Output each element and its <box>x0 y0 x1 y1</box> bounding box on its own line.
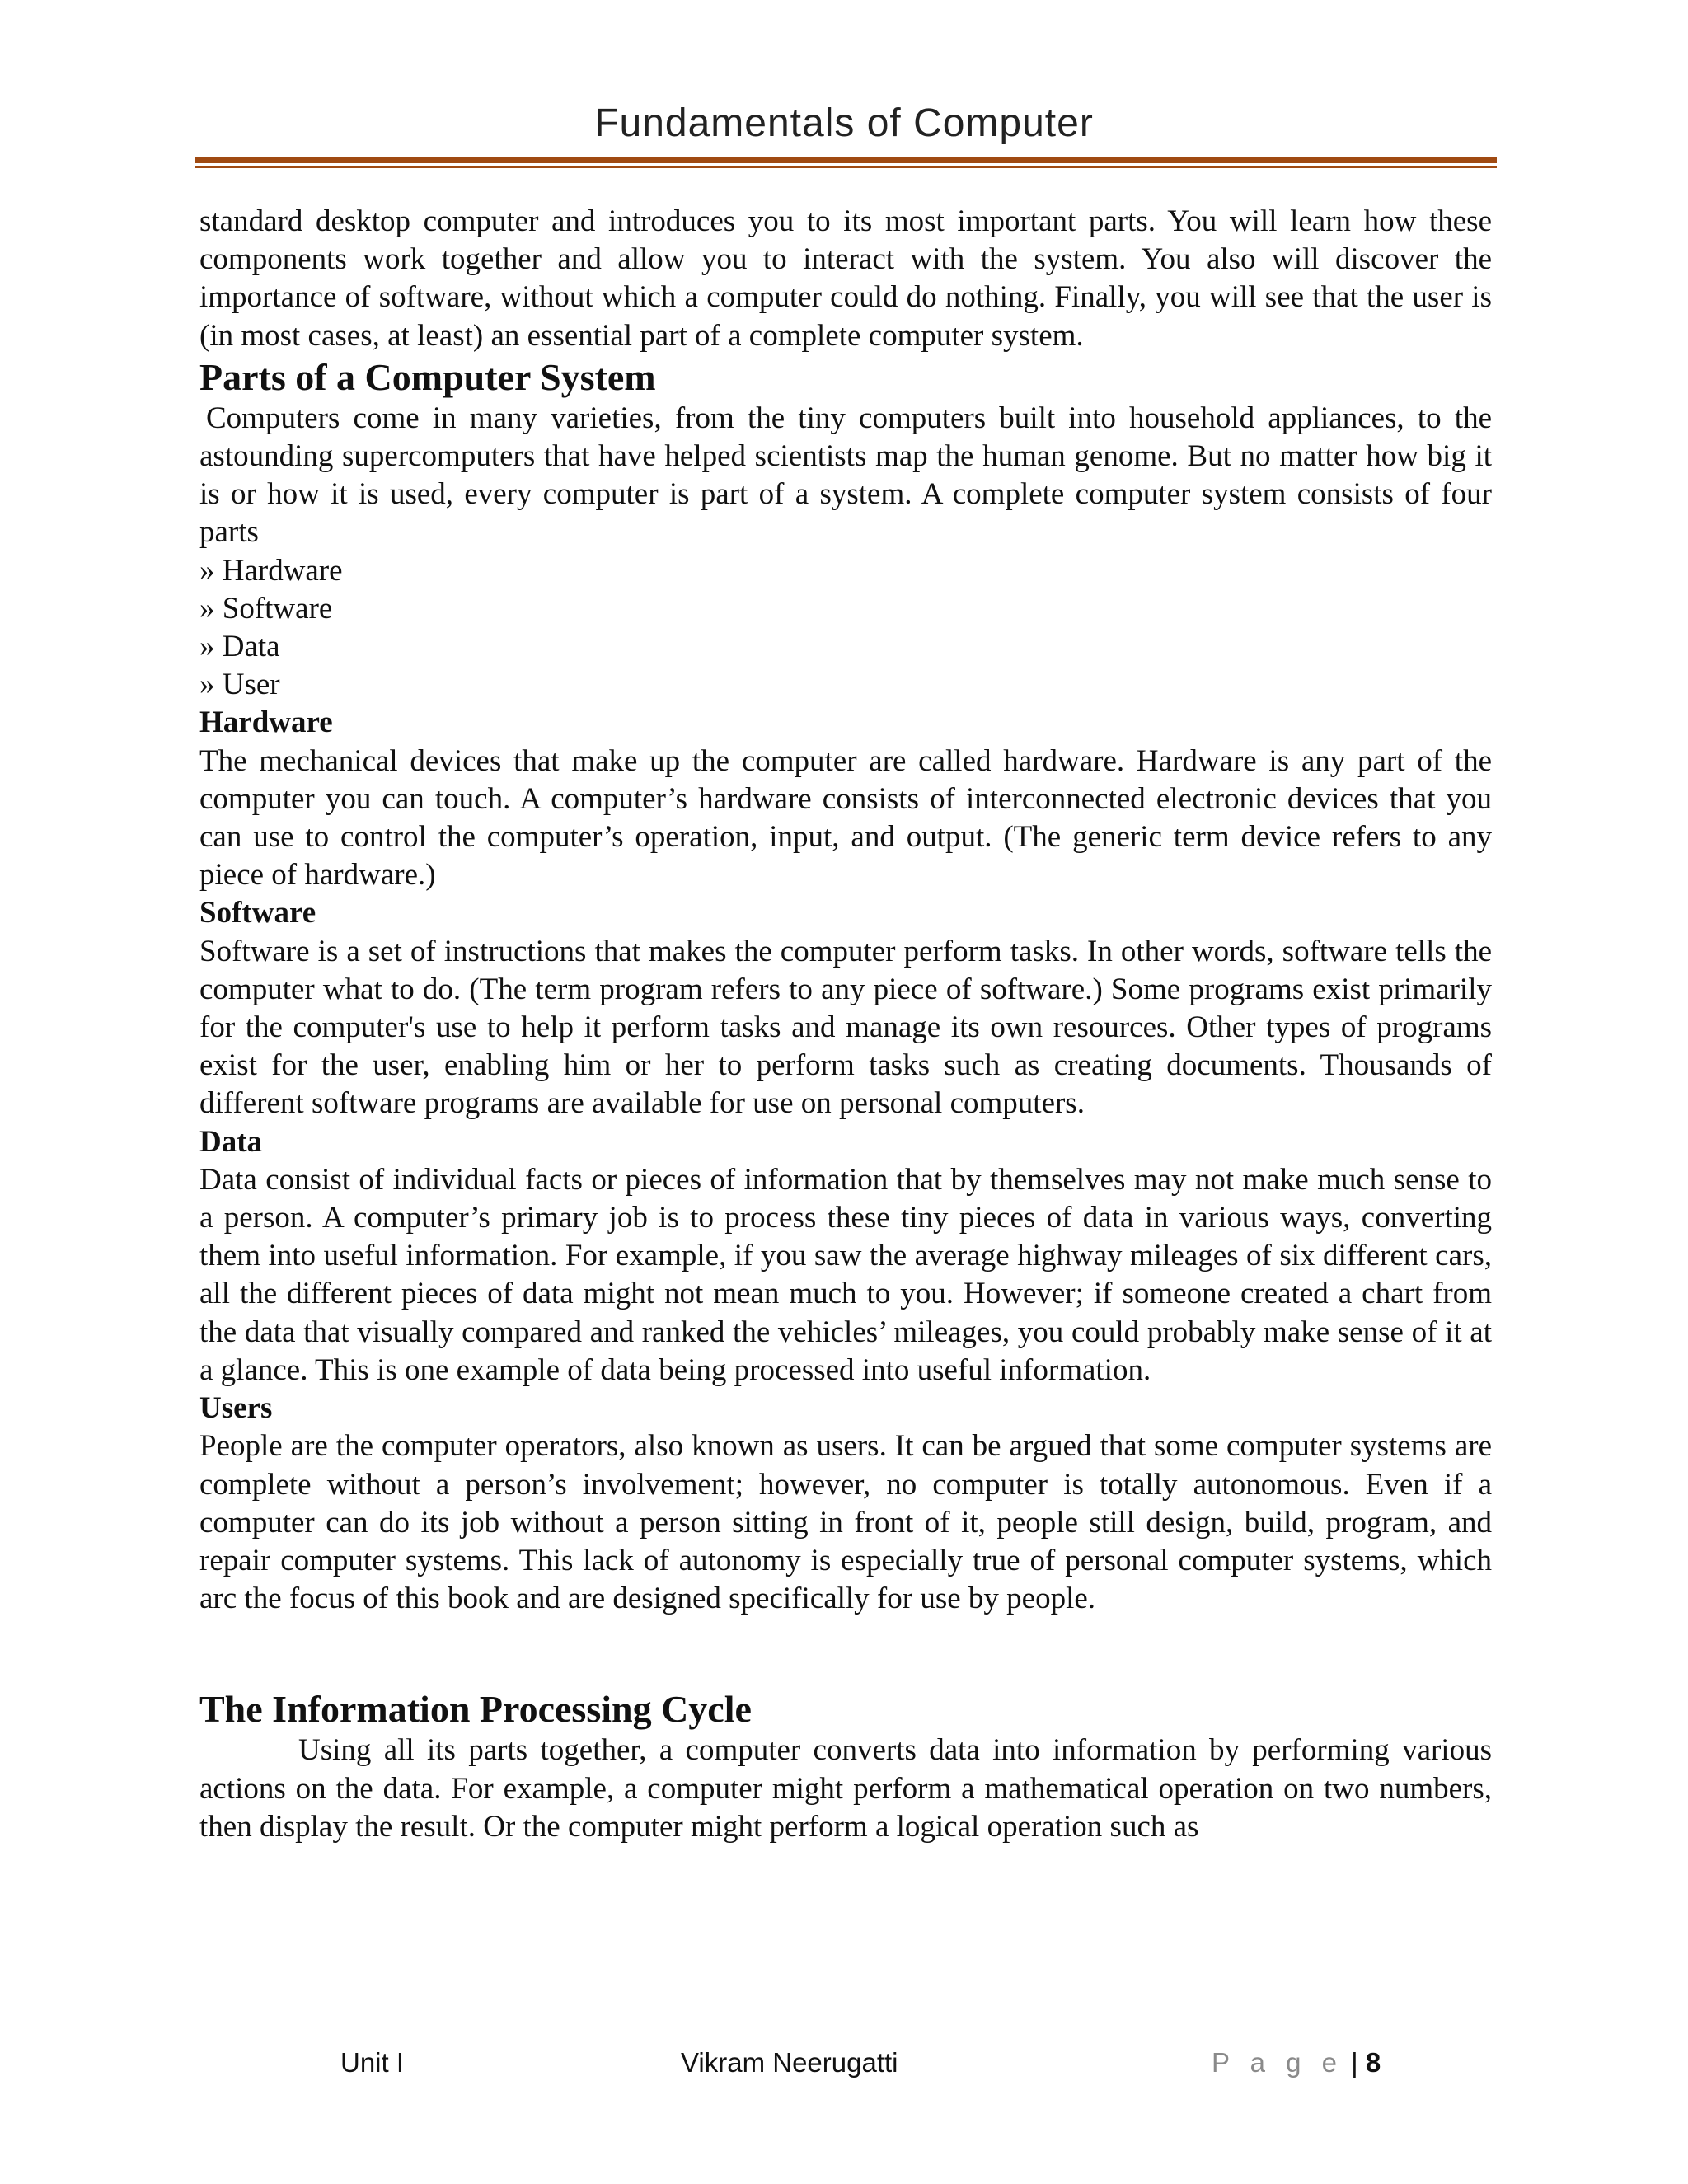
data-paragraph: Data consist of individual facts or pieces of information that by themselves may not make much sense to a person. A computer’s primary job is to process these tiny pieces of data in various ways, converting them into useful information. For example, if you saw the average highway mileages of six different cars, all the different pieces of data might not mean much to you. However; if someone created a chart from the data that visually compared and ranked the vehicles’ mileages, you could probably make sense of it at a glance. This is one example of data being processed into useful information. <box>199 1162 1492 1387</box>
list-item: » Hardware <box>199 553 343 588</box>
intro-paragraph: standard desktop computer and introduces you to its most important parts. You will learn how these components work together and allow you to interact with the system. You also will discover the importance of software, without which a computer could do nothing. Finally, you will see that the user is (in most cases, at least) an essential part of a complete computer system. <box>199 204 1492 353</box>
parts-paragraph: Computers come in many varieties, from the tiny computers built into household appliances, to the astounding supercomputers that have helped scientists map the human genome. But no matter how big it is or how it is used, every computer is part of a system. A complete computer system consists of four parts <box>199 401 1492 550</box>
software-paragraph: Software is a set of instructions that makes the computer perform tasks. In other words, software tells the computer what to do. (The term program refers to any piece of software.) Some programs exist primarily for the computer's use to help it perform tasks and manage its own resources. Other types of programs exist for the user, enabling him or her to perform tasks such as creating documents. Thousands of different software programs are available for use on personal computers. <box>199 934 1492 1121</box>
users-paragraph: People are the computer operators, also known as users. It can be argued that some computer systems are complete without a person’s involvement; however, no computer is totally autonomous. Even if a computer can do its job without a person sitting in front of it, people still design, build, program, and repair computer systems. This lack of autonomy is especially true of personal computer systems, which arc the focus of this book and are designed specifically for use by people. <box>199 1429 1492 1616</box>
header-rule <box>195 157 1497 163</box>
hardware-paragraph: The mechanical devices that make up the computer are called hardware. Hardware is any part of the computer you can touch. A computer’s hardware consists of interconnected electronic devices that you can use to control the computer’s operation, input, and output. (The generic term device refers to any piece of hardware.) <box>199 743 1492 893</box>
heading-hardware: Hardware <box>199 705 333 740</box>
heading-users: Users <box>199 1391 273 1426</box>
footer-page-word: P a g e <box>1212 2047 1343 2078</box>
page-header-title: Fundamentals of Computer <box>594 101 1094 145</box>
footer-page-label <box>1212 2047 1381 2079</box>
heading-software: Software <box>199 896 316 930</box>
list-item: » Data <box>199 630 280 664</box>
header-rule-thin <box>195 166 1497 168</box>
heading-information-cycle: The Information Processing Cycle <box>199 1688 752 1731</box>
footer-unit: Unit I <box>340 2047 405 2078</box>
section-spacer <box>199 1618 1492 1687</box>
heading-parts: Parts of a Computer System <box>199 355 656 398</box>
list-item: » User <box>199 668 280 702</box>
page-content <box>199 203 1492 1846</box>
cycle-paragraph: Using all its parts together, a computer converts data into information by performing various actions on the data. For example, a computer might perform a mathematical operation on two numbers, then display the result. Or the computer might perform a logical operation such as <box>199 1733 1492 1844</box>
heading-data: Data <box>199 1124 263 1159</box>
list-item: » Software <box>199 591 333 626</box>
footer-author: Vikram Neerugatti <box>681 2047 898 2078</box>
page-footer <box>0 2047 1688 2080</box>
footer-separator: | <box>1351 2047 1358 2078</box>
footer-page-number: 8 <box>1365 2047 1381 2078</box>
parts-list <box>199 552 1492 705</box>
